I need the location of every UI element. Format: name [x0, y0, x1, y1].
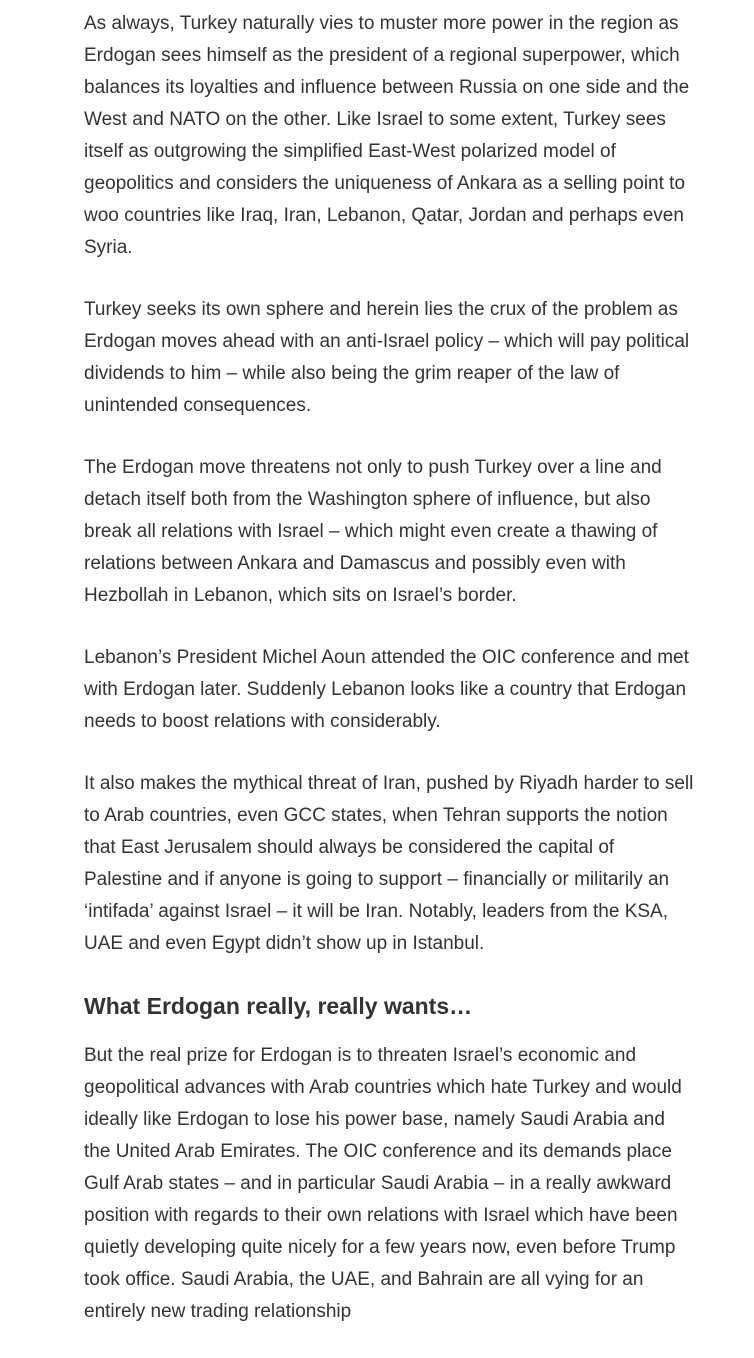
paragraph-turkey-sphere: Turkey seeks its own sphere and herein lies the crux of the problem as Erdogan moves ahead with an anti-Israel policy – which will pay political dividends to him – while also being the grim reaper of the law of unintended consequences. — [84, 299, 690, 416]
paragraph-lebanon: Lebanon’s President Michel Aoun attended the OIC conference and met with Erdogan later. Suddenly Lebanon looks like a country that Erdogan needs to boost relations with considerably. — [84, 647, 689, 732]
section-heading: What Erdogan really, really wants… — [84, 993, 473, 1019]
paragraph-real-prize: But the real prize for Erdogan is to threaten Israel’s economic and geopolitical advances with Arab countries which hate Turkey and would ideally like Erdogan to lose his power base, namely Saudi Arabia and the United Arab Emirates. The OIC conference and its demands place Gulf Arab states – and in particular Saudi Arabia – in a really awkward position with regards to their own relations with Israel which have been quietly developing quite nicely for a few years now, even before Trump took office. Saudi Arabia, the UAE, and Bahrain are all vying for an entirely new trading relationship — [84, 1045, 682, 1322]
article-body — [84, 8, 696, 1358]
paragraph-erdogan-move: The Erdogan move threatens not only to push Turkey over a line and detach itself both from the Washington sphere of influence, but also break all relations with Israel – which might even create a thawing of relations between Ankara and Damascus and possibly even with Hezbollah in Lebanon, which sits on Israel’s border. — [84, 457, 662, 606]
paragraph-turkey-power: As always, Turkey naturally vies to muster more power in the region as Erdogan sees himself as the president of a regional superpower, which balances its loyalties and influence between Russia on one side and the West and NATO on the other. Like Israel to some extent, Turkey sees itself as outgrowing the simplified East-West polarized model of geopolitics and considers the uniqueness of Ankara as a selling point to woo countries like Iraq, Iran, Lebanon, Qatar, Jordan and perhaps even Syria. — [84, 13, 690, 258]
paragraph-iran-threat: It also makes the mythical threat of Iran, pushed by Riyadh harder to sell to Arab countries, even GCC states, when Tehran supports the notion that East Jerusalem should always be considered the capital of Palestine and if anyone is going to support – financially or militarily an ‘intifada’ against Israel – it will be Iran. Notably, leaders from the KSA, UAE and even Egypt didn’t show up in Istanbul. — [84, 773, 694, 954]
